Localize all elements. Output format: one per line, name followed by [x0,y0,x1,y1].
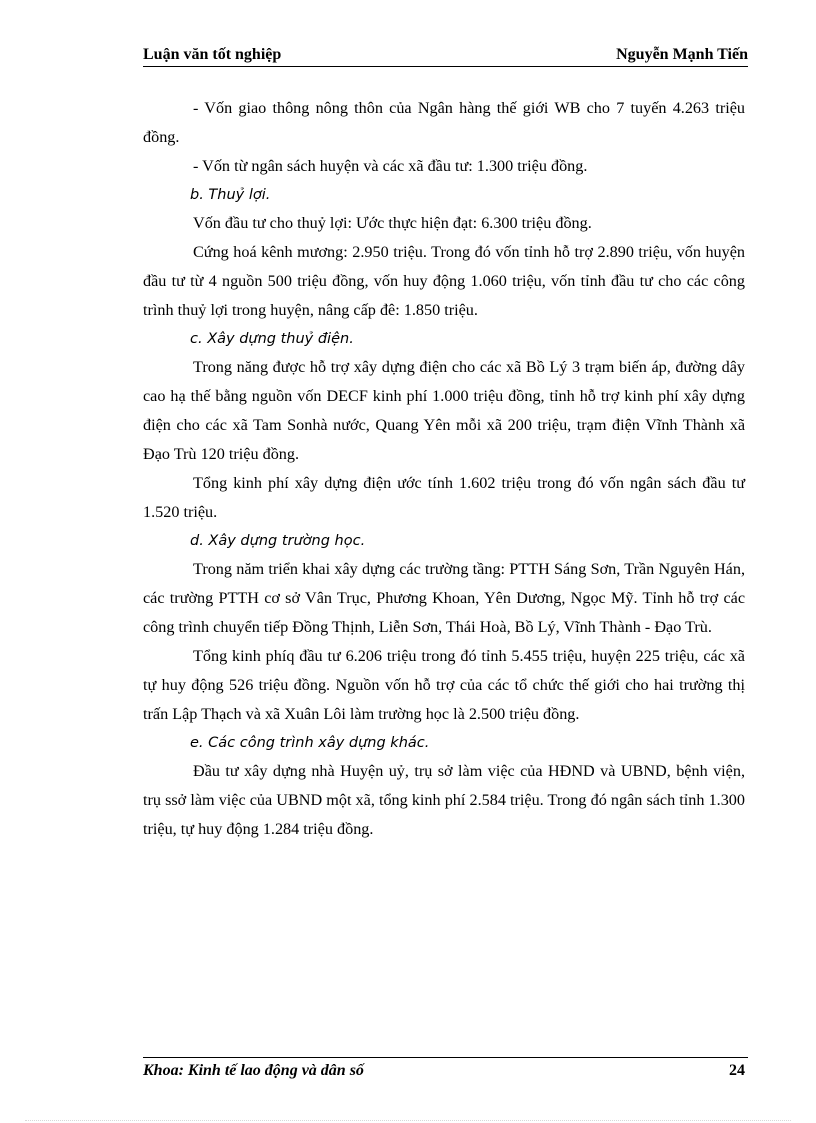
page-number: 24 [729,1062,745,1079]
paragraph-other-works: Đầu tư xây dựng nhà Huyện uỷ, trụ sở làm việc của HĐND và UBND, bệnh viện, trụ ssở làm việc của UBND một xã, tổng kinh phí 2.584 triệu. Trong đó ngân sách tỉnh 1.300 triệu, tự huy động 1.284 triệu đồng. [143,762,745,838]
section-heading-hydropower: c. Xây dựng thuỷ điện. [190,331,354,347]
paragraph-rural-transport-capital: - Vốn giao thông nông thôn của Ngân hàng thế giới WB cho 7 tuyến 4.263 triệu đồng. [143,99,745,146]
page-body [143,94,745,844]
section-heading-irrigation: b. Thuỷ lợi. [190,187,271,203]
page-header [143,44,748,67]
section-heading-schools: d. Xây dựng trường học. [190,533,366,549]
paragraph-electricity-support: Trong năng được hỗ trợ xây dựng điện cho các xã Bồ Lý 3 trạm biến áp, đường dây cao hạ thế bằng nguồn vốn DECF kinh phí 1.000 triệu đồng, tỉnh hỗ trợ kinh phí xây dựng điện cho các xã Tam Sonhà nước, Quang Yên mỗi xã 200 triệu, trạm điện Vĩnh Thành xã Đạo Trù 120 triệu đồng. [143,358,745,463]
section-heading-other-works: e. Các công trình xây dựng khác. [190,735,430,751]
paragraph-irrigation-capital: Vốn đầu tư cho thuỷ lợi: Ước thực hiện đạt: 6.300 triệu đồng. [193,214,592,232]
paragraph-canal-hardening: Cứng hoá kênh mương: 2.950 triệu. Trong đó vốn tỉnh hỗ trợ 2.890 triệu, vốn huyện đầu tư từ 4 nguồn 500 triệu đồng, vốn huy động 1.060 triệu, vốn tỉnh đầu tư cho các công trình thuỷ lợi trong huyện, nâng cấp đê: 1.850 triệu. [143,243,745,319]
footer-faculty: Khoa: Kinh tế lao động và dân số [143,1062,364,1079]
page-footer [143,1057,748,1084]
page-bottom-divider [25,1120,791,1121]
header-thesis-title: Luận văn tốt nghiệp [143,46,282,63]
paragraph-electricity-total: Tổng kinh phí xây dựng điện ước tính 1.602 triệu trong đó vốn ngân sách đầu tư 1.520 triệu. [143,474,745,521]
paragraph-school-funding: Tổng kinh phíq đầu tư 6.206 triệu trong đó tỉnh 5.455 triệu, huyện 225 triệu, các xã tự huy động 526 triệu đồng. Nguồn vốn hỗ trợ của các tổ chức thế giới cho hai trường thị trấn Lập Thạch và xã Xuân Lôi làm trường học là 2.500 triệu đồng. [143,647,745,723]
paragraph-district-budget-capital: - Vốn từ ngân sách huyện và các xã đầu tư: 1.300 triệu đồng. [193,157,588,175]
header-author-name: Nguyễn Mạnh Tiến [616,46,748,63]
paragraph-school-construction: Trong năm triển khai xây dựng các trường tầng: PTTH Sáng Sơn, Trần Nguyên Hán, các trường PTTH cơ sở Vân Trục, Phương Khoan, Yên Dương, Ngọc Mỹ. Tỉnh hỗ trợ các công trình chuyển tiếp Đồng Thịnh, Liễn Sơn, Thái Hoà, Bồ Lý, Vĩnh Thành - Đạo Trù. [143,560,745,636]
